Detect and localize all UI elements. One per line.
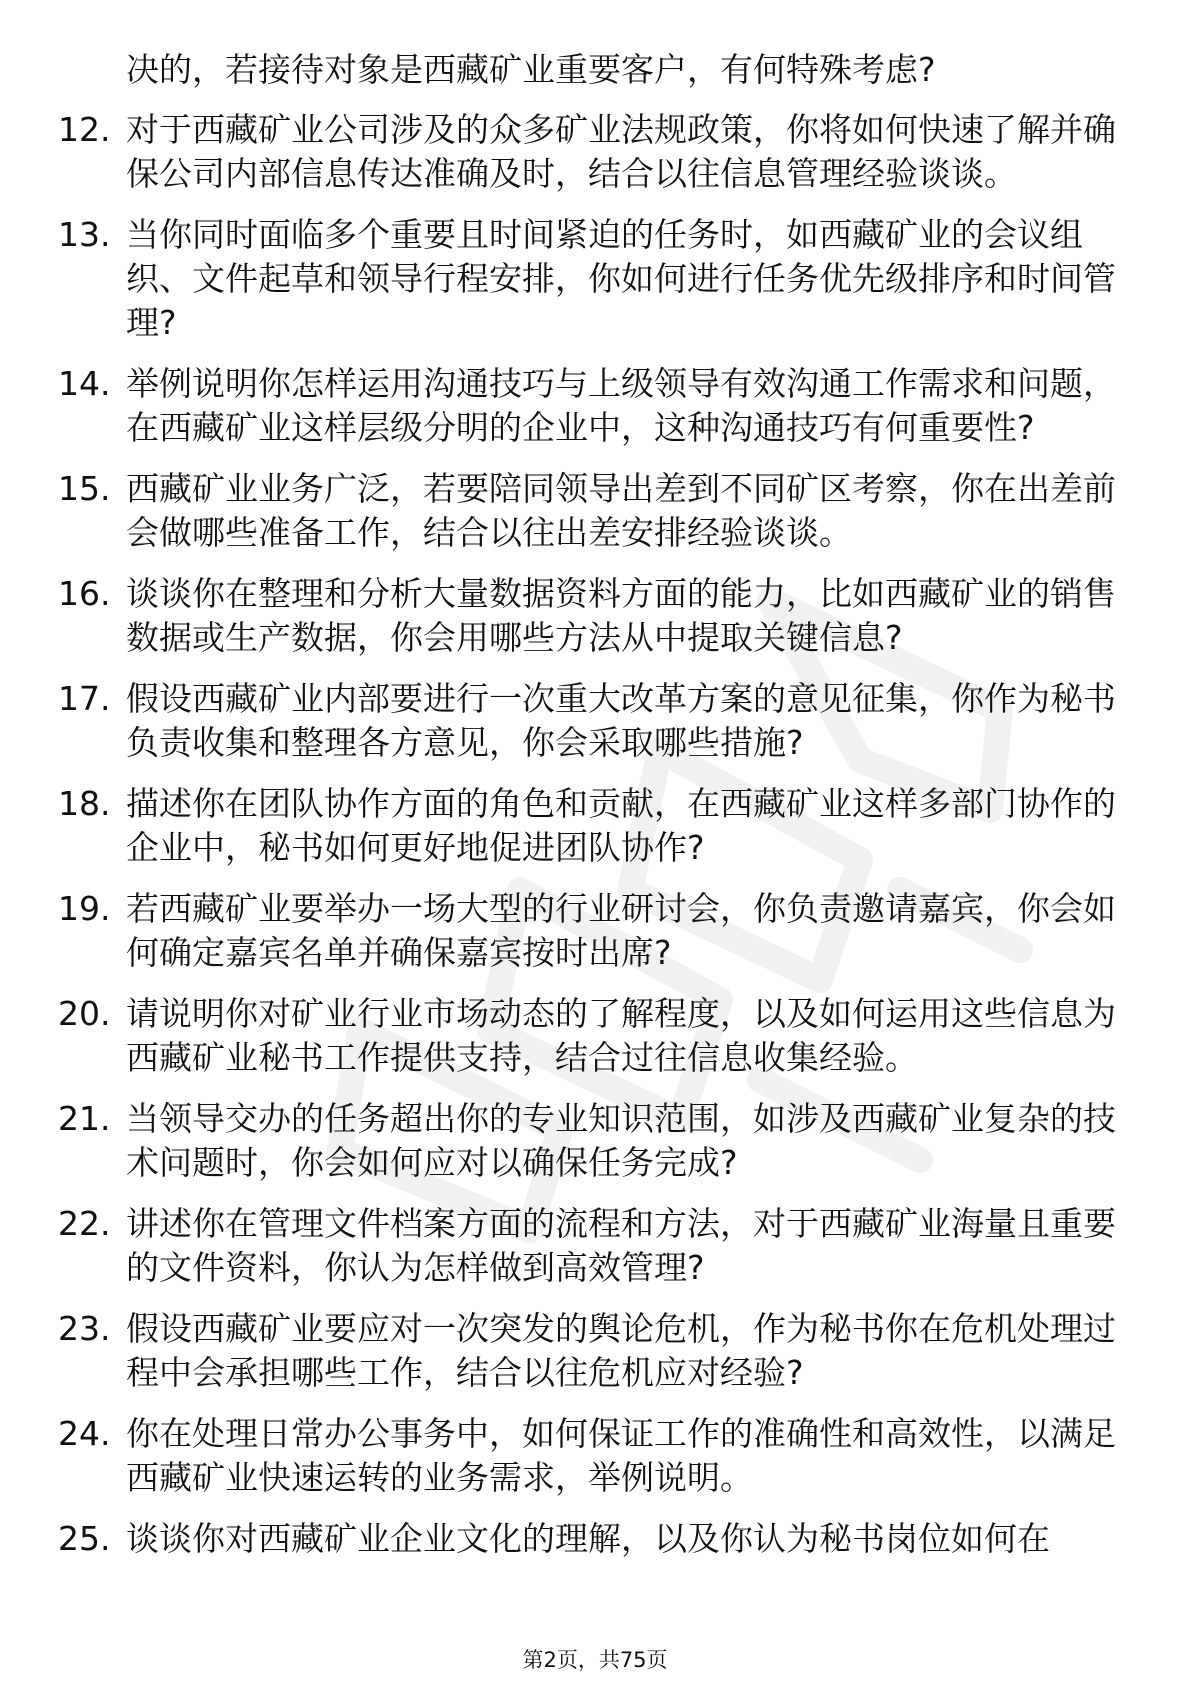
question-item <box>58 1202 1118 1290</box>
question-item <box>58 1097 1118 1185</box>
question-item <box>58 108 1118 196</box>
question-text: 举例说明你怎样运用沟通技巧与上级领导有效沟通工作需求和问题，在西藏矿业这样层级分明的企业中，这种沟通技巧有何重要性? <box>126 364 1116 447</box>
question-text: 当你同时面临多个重要且时间紧迫的任务时，如西藏矿业的会议组织、文件起草和领导行程安排，你如何进行任务优先级排序和时间管理? <box>126 215 1116 342</box>
question-number: 14. <box>58 364 111 403</box>
question-number: 21. <box>58 1099 111 1138</box>
question-text: 假设西藏矿业要应对一次突发的舆论危机，作为秘书你在危机处理过程中会承担哪些工作，结合以往危机应对经验? <box>126 1309 1116 1392</box>
question-text: 对于西藏矿业公司涉及的众多矿业法规政策，你将如何快速了解并确保公司内部信息传达准确及时，结合以往信息管理经验谈谈。 <box>126 110 1116 193</box>
question-item <box>58 1517 1118 1561</box>
question-item <box>58 467 1118 555</box>
question-number: 18. <box>58 784 111 823</box>
question-text: 讲述你在管理文件档案方面的流程和方法，对于西藏矿业海量且重要的文件资料，你认为怎样做到高效管理? <box>126 1204 1116 1287</box>
question-text: 你在处理日常办公事务中，如何保证工作的准确性和高效性，以满足西藏矿业快速运转的业务需求，举例说明。 <box>126 1414 1116 1497</box>
question-text: 谈谈你在整理和分析大量数据资料方面的能力，比如西藏矿业的销售数据或生产数据，你会用哪些方法从中提取关键信息? <box>126 574 1116 657</box>
question-list <box>58 108 1118 1578</box>
question-item <box>58 213 1118 345</box>
question-item <box>58 1307 1118 1395</box>
question-text: 谈谈你对西藏矿业企业文化的理解，以及你认为秘书岗位如何在 <box>126 1519 1050 1558</box>
question-text: 描述你在团队协作方面的角色和贡献，在西藏矿业这样多部门协作的企业中，秘书如何更好地促进团队协作? <box>126 784 1116 867</box>
page-footer: 第2页，共75页 <box>522 1648 668 1672</box>
question-text: 假设西藏矿业内部要进行一次重大改革方案的意见征集，你作为秘书负责收集和整理各方意见，你会采取哪些措施? <box>126 679 1116 762</box>
question-number: 24. <box>58 1414 111 1453</box>
question-number: 23. <box>58 1309 111 1348</box>
question-number: 20. <box>58 994 111 1033</box>
question-number: 16. <box>58 574 111 613</box>
question-item <box>58 677 1118 765</box>
question-item <box>58 992 1118 1080</box>
question-number: 19. <box>58 889 111 928</box>
question-item <box>58 572 1118 660</box>
question-text: 西藏矿业业务广泛，若要陪同领导出差到不同矿区考察，你在出差前会做哪些准备工作，结合以往出差安排经验谈谈。 <box>126 469 1116 552</box>
question-item <box>58 362 1118 450</box>
question-text: 当领导交办的任务超出你的专业知识范围，如涉及西藏矿业复杂的技术问题时，你会如何应对以确保任务完成? <box>126 1099 1116 1182</box>
continuation-text: 决的，若接待对象是西藏矿业重要客户，有何特殊考虑? <box>126 50 936 89</box>
question-number: 22. <box>58 1204 111 1243</box>
question-number: 17. <box>58 679 111 718</box>
question-number: 13. <box>58 215 111 254</box>
question-item <box>58 782 1118 870</box>
question-number: 15. <box>58 469 111 508</box>
question-item <box>58 887 1118 975</box>
question-number: 12. <box>58 110 111 149</box>
question-item <box>58 1412 1118 1500</box>
question-text: 请说明你对矿业行业市场动态的了解程度，以及如何运用这些信息为西藏矿业秘书工作提供支持，结合过往信息收集经验。 <box>126 994 1116 1077</box>
question-number: 25. <box>58 1519 111 1558</box>
question-text: 若西藏矿业要举办一场大型的行业研讨会，你负责邀请嘉宾，你会如何确定嘉宾名单并确保嘉宾按时出席? <box>126 889 1116 972</box>
